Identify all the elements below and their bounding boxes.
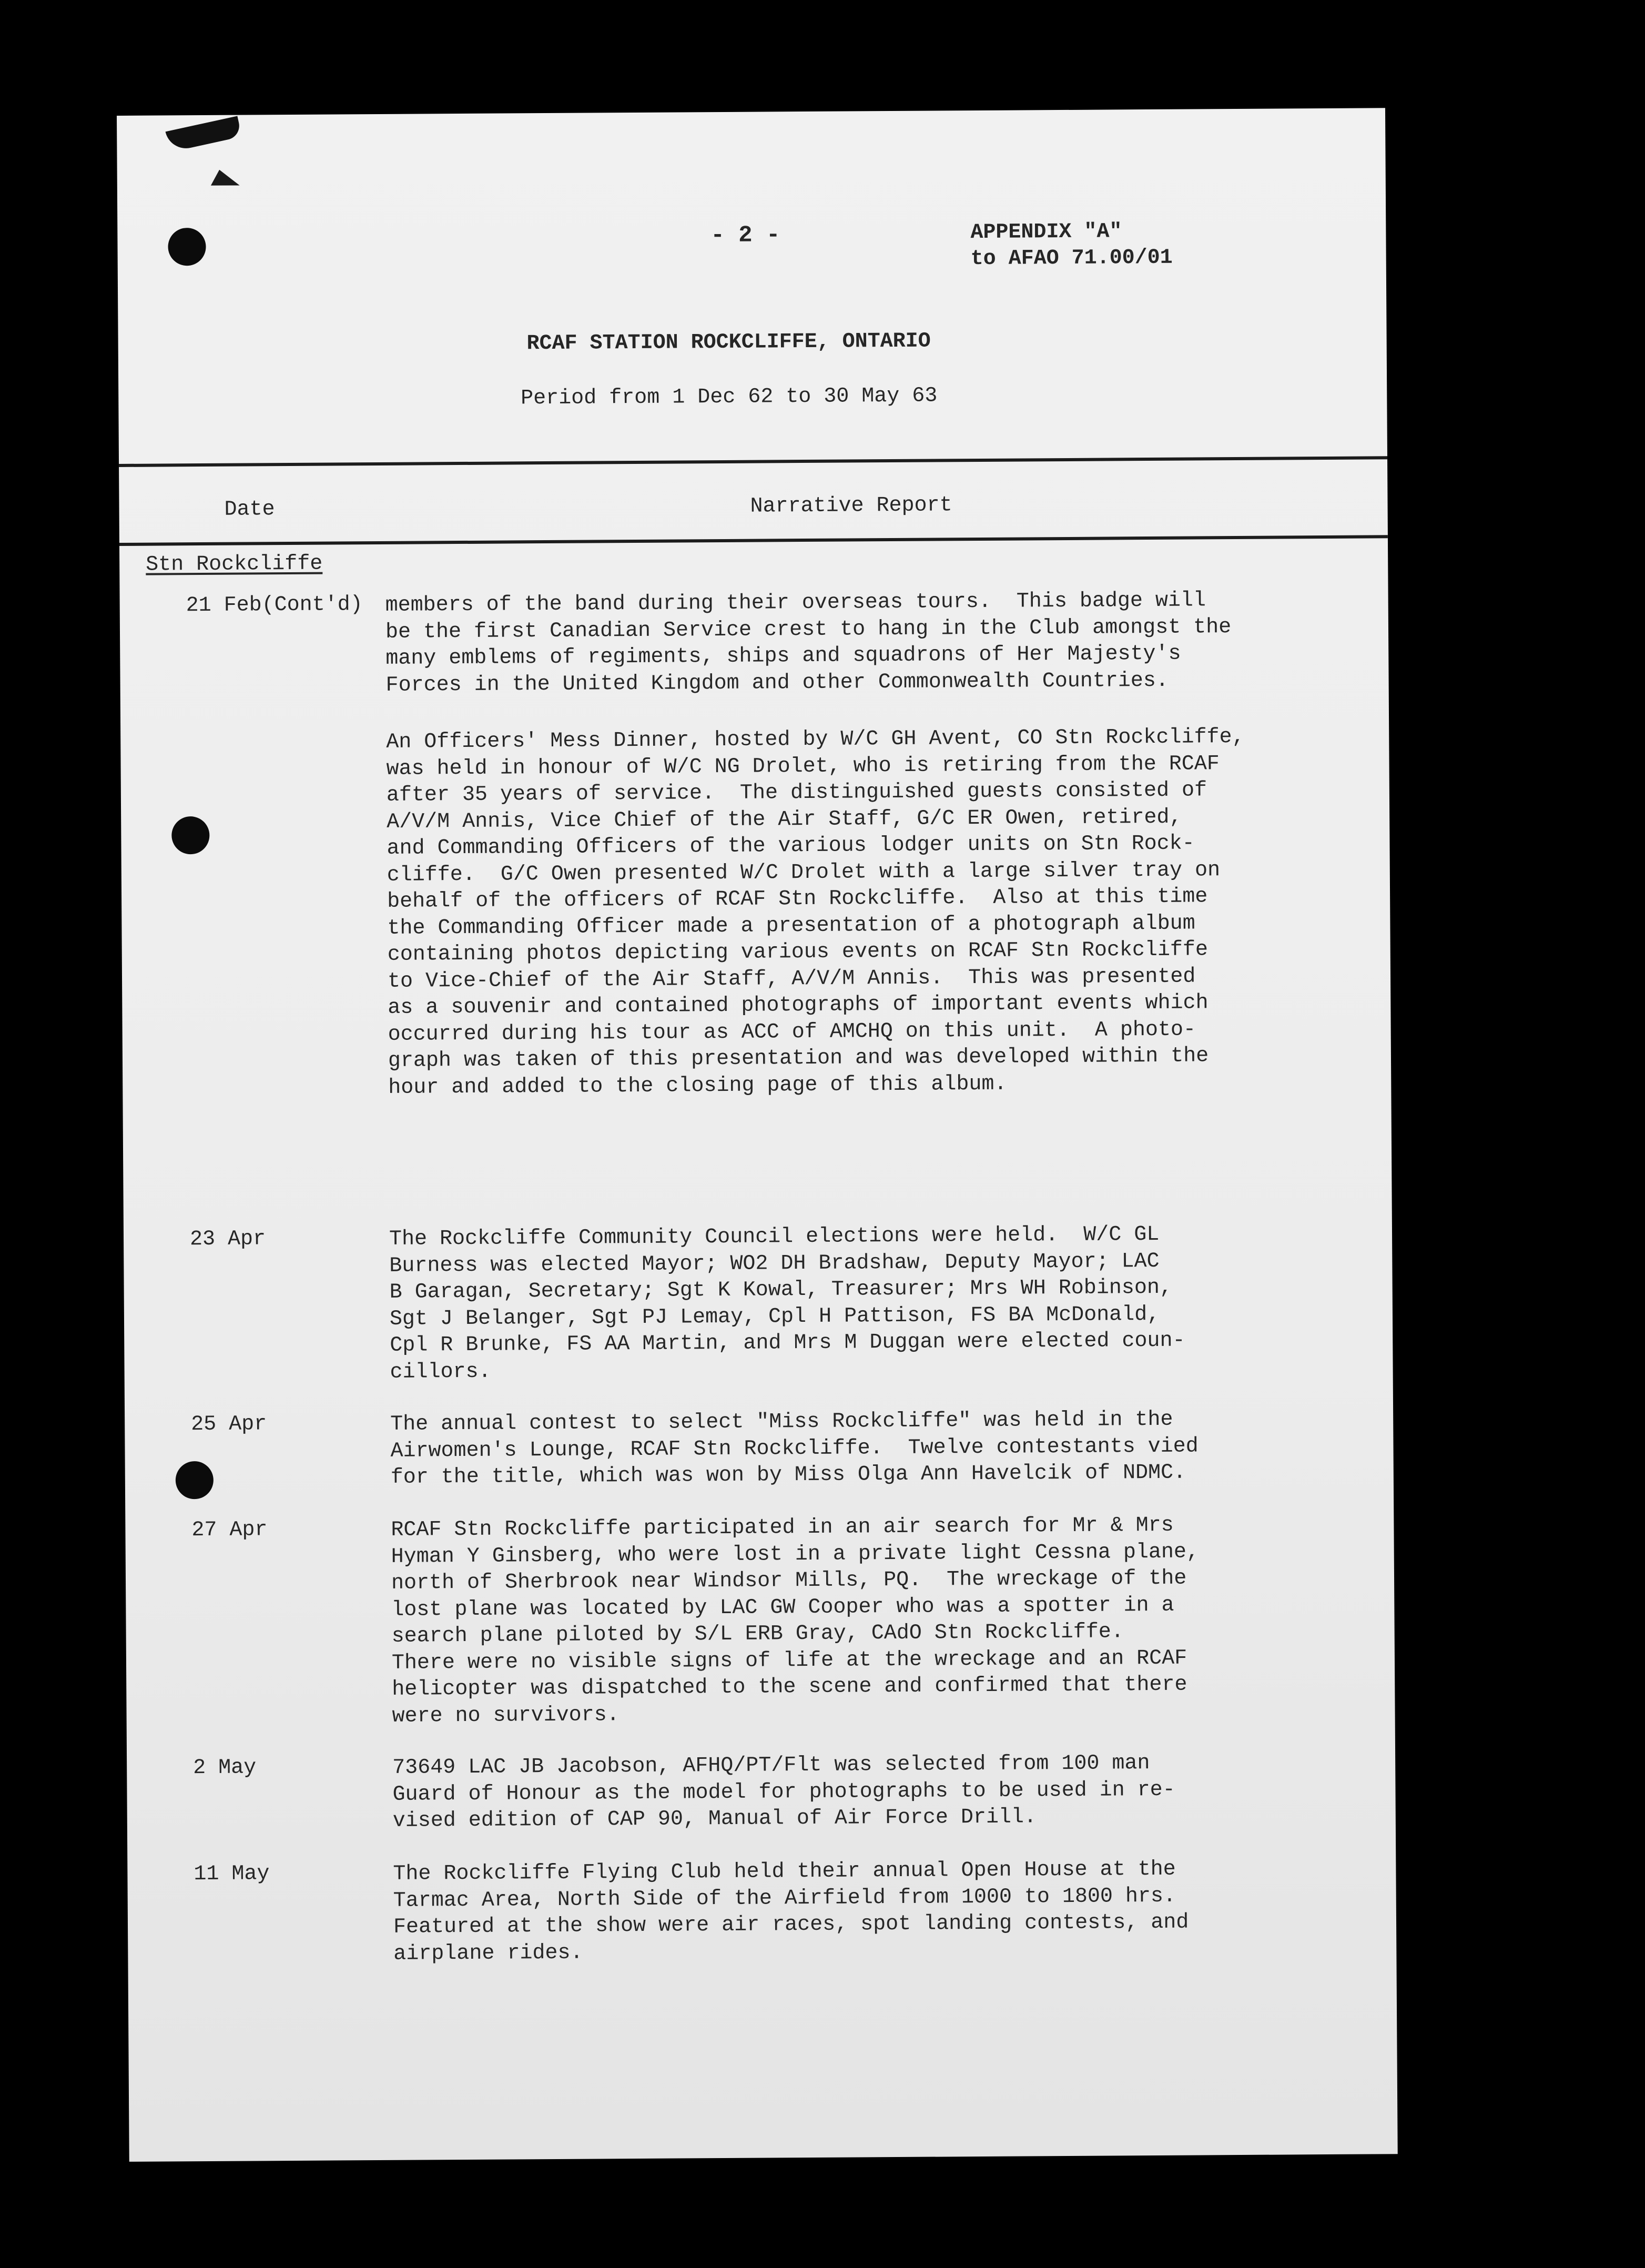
- entry-text-line: RCAF Stn Rockcliffe participated in an air search for Mr & Mrs: [391, 1513, 1174, 1542]
- entry-text-line: graph was taken of this presentation and was developed within the: [388, 1044, 1209, 1073]
- entry-text: [393, 1856, 1340, 1968]
- entry-text-line: cliffe. G/C Owen presented W/C Drolet with a large silver tray on: [387, 858, 1221, 887]
- entry-text-line: members of the band during their overseas tours. This badge will: [385, 589, 1206, 617]
- entry-text-line: vised edition of CAP 90, Manual of Air Force Drill.: [392, 1805, 1037, 1833]
- punch-hole: [171, 816, 209, 854]
- entry-text-line: hour and added to the closing page of this album.: [388, 1072, 1007, 1100]
- entry-text-line: lost plane was located by LAC GW Cooper who was a spotter in a: [391, 1593, 1174, 1622]
- entry-text-line: The Rockcliffe Community Council elections were held. W/C GL: [389, 1222, 1160, 1251]
- entry-text-line: as a souvenir and contained photographs of important events which: [388, 991, 1209, 1020]
- entry-text-line: Forces in the United Kingdom and other Commonwealth Countries.: [385, 669, 1169, 697]
- entry-date: 21 Feb(Cont'd): [186, 593, 363, 618]
- entry-text-line: The annual contest to select "Miss Rockcliffe" was held in the: [390, 1408, 1173, 1436]
- narrative-column-header: Narrative Report: [750, 493, 952, 519]
- entry-text-line: 73649 LAC JB Jacobson, AFHQ/PT/Flt was selected from 100 man: [392, 1751, 1150, 1780]
- entry-text-line: Hyman Y Ginsberg, who were lost in a private light Cessna plane,: [391, 1540, 1200, 1569]
- section-title: Stn Rockcliffe: [146, 552, 323, 577]
- entry-text-line: Airwomen's Lounge, RCAF Stn Rockcliffe. Twelve contestants vied: [390, 1434, 1199, 1463]
- entry-text-line: helicopter was dispatched to the scene and confirmed that there: [392, 1673, 1187, 1702]
- entry-text-line: cillors.: [390, 1360, 491, 1384]
- entry-text: [391, 1512, 1338, 1730]
- entry-date: 11 May: [194, 1862, 270, 1887]
- entry-text-line: Tarmac Area, North Side of the Airfield from 1000 to 1800 hrs.: [393, 1884, 1176, 1913]
- entry-text-line: were no survivors.: [392, 1703, 620, 1728]
- narrative-entry: [127, 1855, 1396, 1966]
- entry-text-line: after 35 years of service. The distinguished guests consisted of: [386, 778, 1207, 807]
- entry-text-line: north of Sherbrook near Windsor Mills, PQ. The wreckage of the: [391, 1566, 1187, 1595]
- narrative-entry: [127, 1749, 1395, 1833]
- entry-text-line: behalf of the officers of RCAF Stn Rockcliffe. Also at this time: [387, 885, 1208, 914]
- punch-hole: [176, 1461, 214, 1499]
- entry-text: [386, 724, 1335, 1101]
- narrative-entry: [125, 1511, 1394, 1728]
- period-line: Period from 1 Dec 62 to 30 May 63: [521, 384, 938, 411]
- entry-text-line: Featured at the show were air races, spot landing contests, and: [393, 1910, 1189, 1939]
- entry-text: [392, 1749, 1339, 1835]
- entry-text-line: Guard of Honour as the model for photographs to be used in re-: [392, 1778, 1175, 1807]
- punch-hole: [168, 228, 206, 266]
- appendix-line-1: APPENDIX "A": [970, 220, 1122, 245]
- header-rule-top: [119, 456, 1387, 467]
- entry-text-line: Burness was elected Mayor; WO2 DH Bradshaw, Deputy Mayor; LAC: [389, 1249, 1160, 1278]
- entry-text-line: There were no visible signs of life at the wreckage and an RCAF: [391, 1646, 1187, 1675]
- entry-text-line: containing photos depicting various events on RCAF Stn Rockcliffe: [387, 938, 1209, 967]
- date-column-header: Date: [224, 498, 275, 522]
- appendix-line-2: to AFAO 71.00/01: [970, 246, 1173, 271]
- corner-smudge: [211, 170, 240, 186]
- narrative-entry: [120, 586, 1388, 697]
- entry-date: 23 Apr: [189, 1227, 266, 1252]
- entry-text-line: airplane rides.: [393, 1941, 583, 1966]
- entry-text-line: to Vice-Chief of the Air Staff, A/V/M Annis. This was presented: [387, 965, 1196, 994]
- entry-text-line: many emblems of regiments, ships and squadrons of Her Majesty's: [385, 642, 1181, 671]
- entry-text-line: and Commanding Officers of the various lodger units on Stn Rock-: [387, 832, 1195, 860]
- entry-text-line: be the first Canadian Service crest to hang in the Club amongst the: [385, 615, 1232, 644]
- narrative-entry: [125, 1405, 1393, 1490]
- entry-text-line: An Officers' Mess Dinner, hosted by W/C GH Avent, CO Stn Rockcliffe,: [386, 725, 1245, 754]
- entry-text-line: Sgt J Belanger, Sgt PJ Lemay, Cpl H Pattison, FS BA McDonald,: [389, 1302, 1160, 1331]
- entry-text-line: occurred during his tour as ACC of AMCHQ on this unit. A photo-: [388, 1017, 1196, 1047]
- document-page: [117, 108, 1398, 2162]
- entry-text-line: search plane piloted by S/L ERB Gray, CAdO Stn Rockcliffe.: [391, 1620, 1124, 1648]
- corner-smudge: [166, 116, 242, 152]
- entry-text-line: The Rockcliffe Flying Club held their annual Open House at the: [393, 1857, 1176, 1886]
- header-rule-bottom: [119, 535, 1388, 546]
- entry-text-line: B Garagan, Secretary; Sgt K Kowal, Treasurer; Mrs WH Robinson,: [389, 1275, 1173, 1304]
- entry-text-line: for the title, which was won by Miss Olga Ann Havelcik of NDMC.: [390, 1461, 1186, 1490]
- page-number: - 2 -: [710, 222, 780, 249]
- entry-text-line: the Commanding Officer made a presentation of a photograph album: [387, 912, 1195, 940]
- appendix-reference: [970, 219, 1173, 272]
- narrative-entry: [124, 1220, 1392, 1384]
- entry-date: 25 Apr: [191, 1412, 267, 1437]
- entry-text: [385, 587, 1333, 699]
- entry-text-line: Cpl R Brunke, FS AA Martin, and Mrs M Duggan were elected coun-: [390, 1329, 1185, 1358]
- entry-date: 27 Apr: [191, 1518, 268, 1543]
- narrative-entry: [120, 723, 1389, 1100]
- station-title: RCAF STATION ROCKCLIFFE, ONTARIO: [526, 329, 931, 356]
- entry-text: [390, 1406, 1337, 1491]
- entry-text-line: A/V/M Annis, Vice Chief of the Air Staff, G/C ER Owen, retired,: [387, 805, 1182, 834]
- entry-text-line: was held in honour of W/C NG Drolet, who is retiring from the RCAF: [386, 752, 1220, 781]
- entry-date: 2 May: [193, 1756, 257, 1780]
- entry-text: [389, 1221, 1337, 1386]
